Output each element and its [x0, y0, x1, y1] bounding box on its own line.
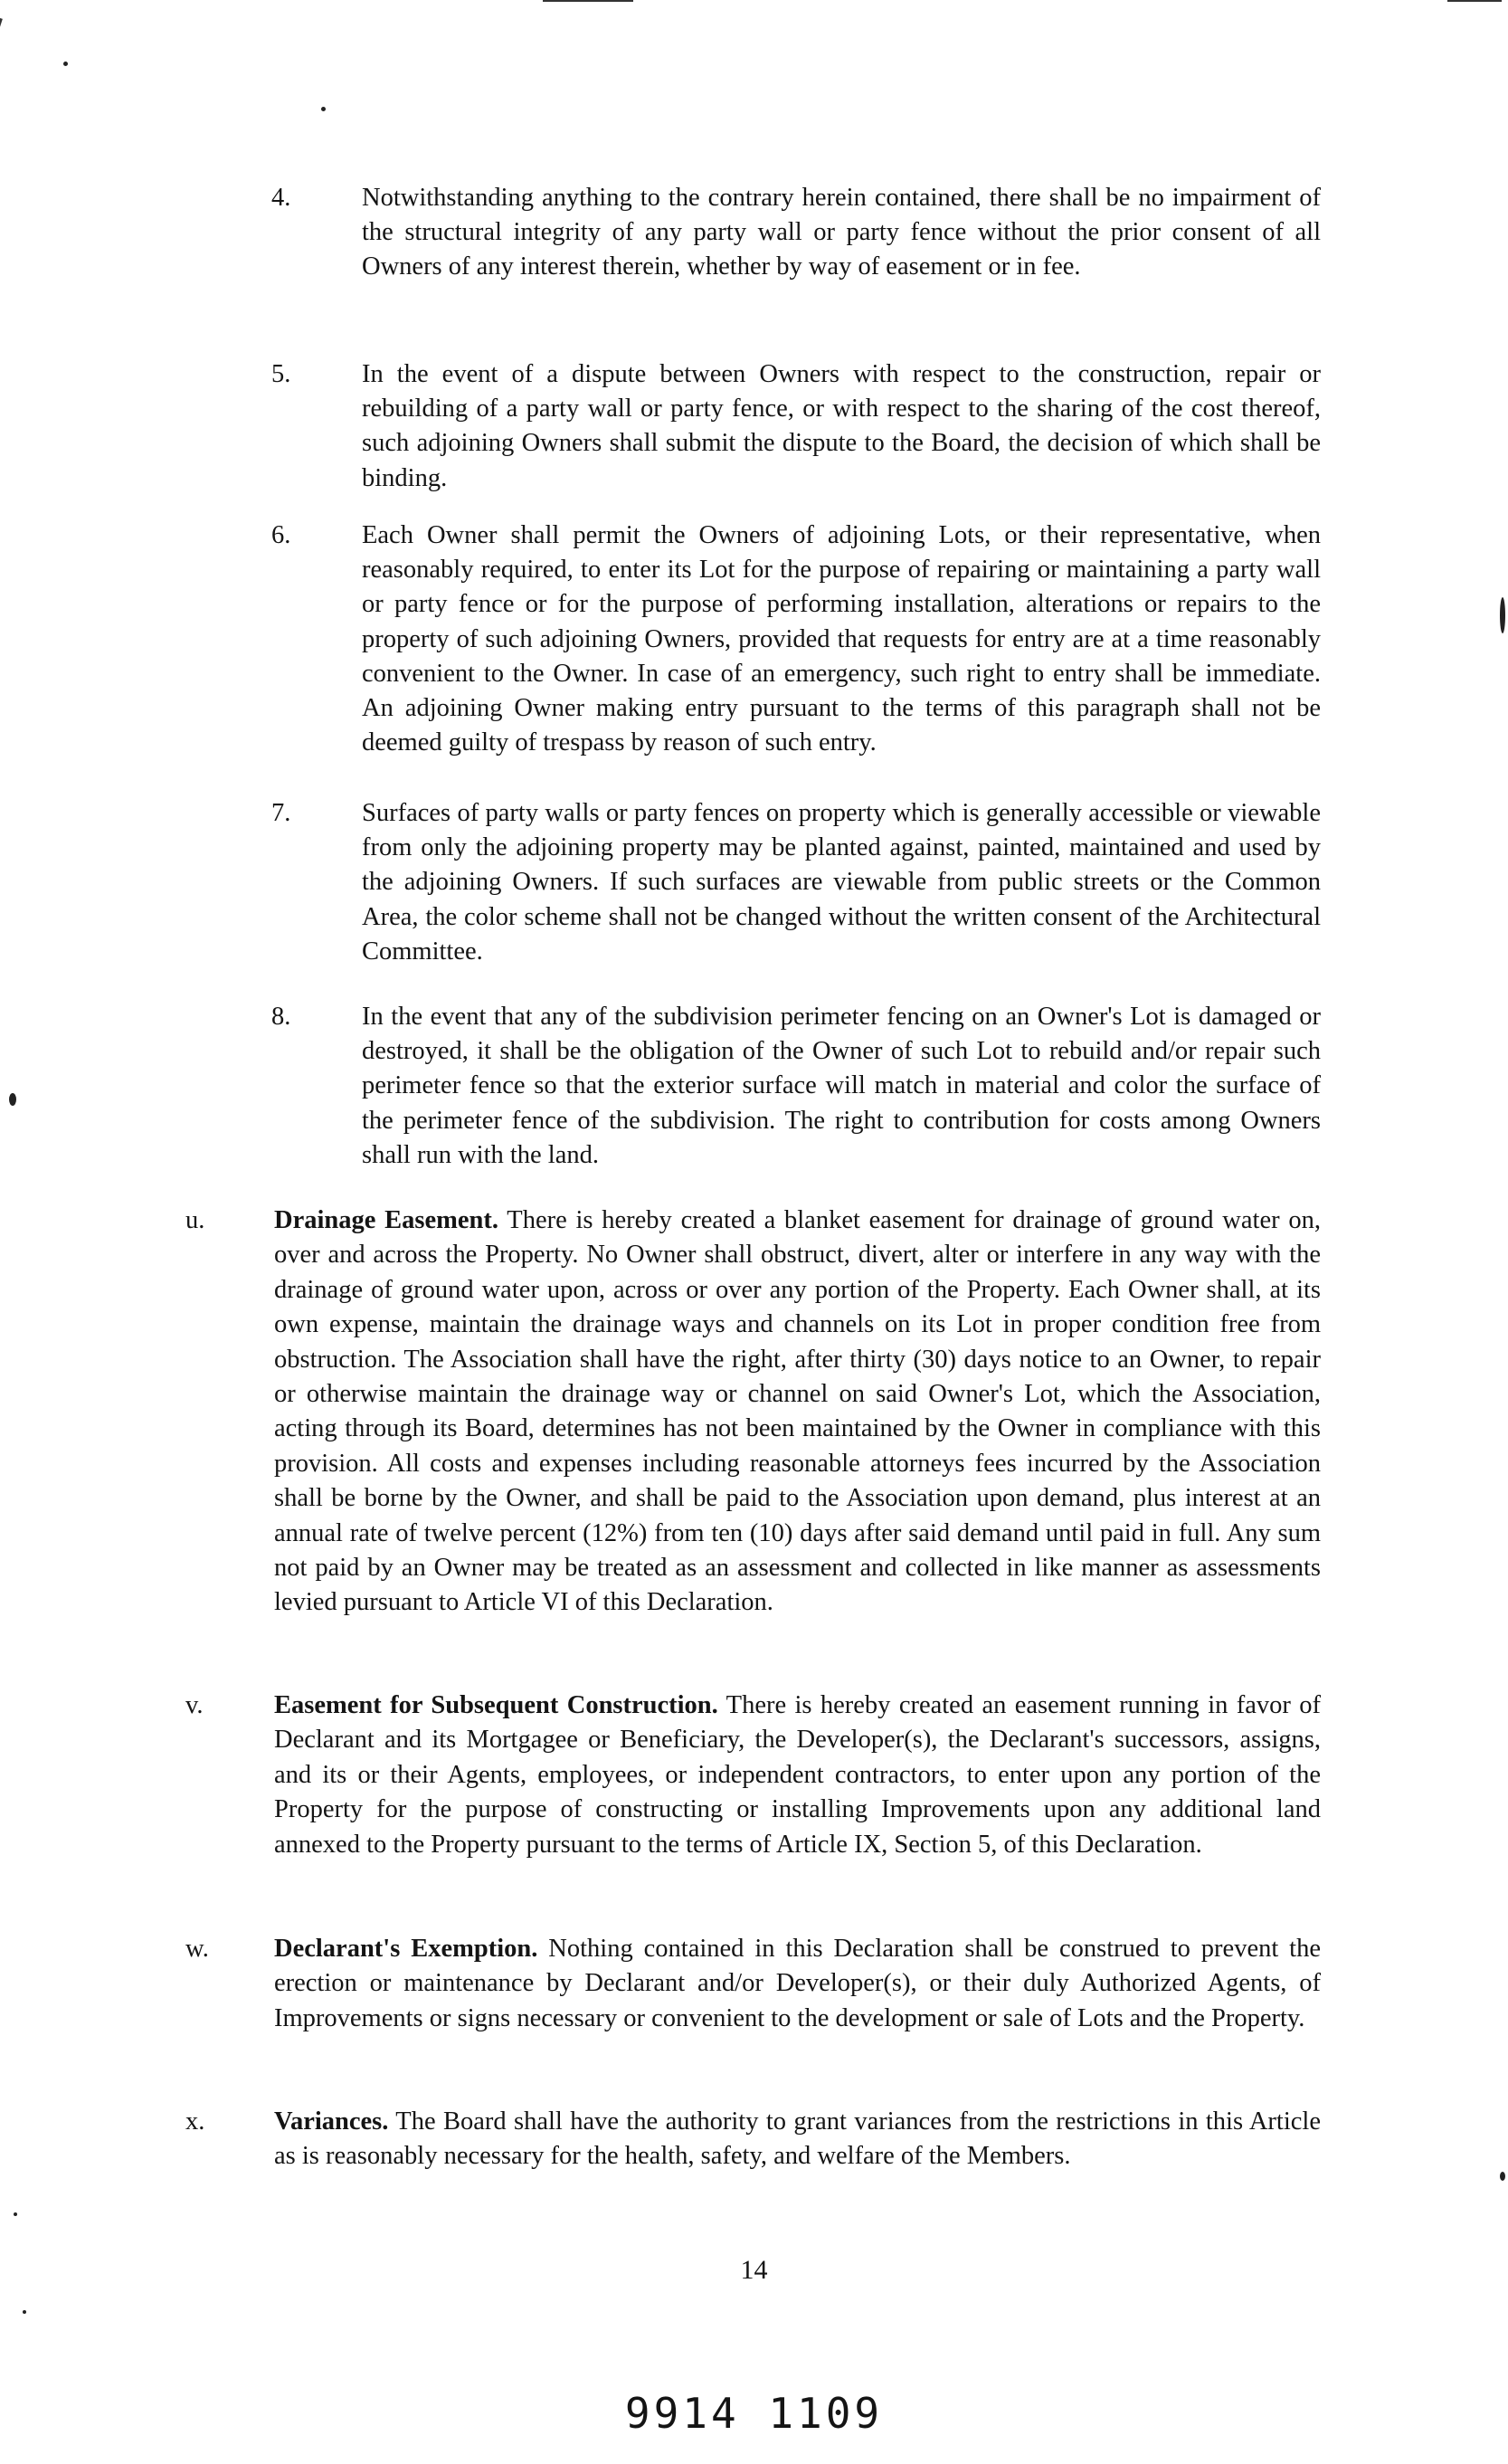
section-letter: w.: [185, 1935, 209, 1963]
section-heading: Drainage Easement.: [274, 1206, 499, 1234]
paragraph-6: [271, 518, 1321, 760]
scan-speck: [23, 2310, 26, 2314]
paragraph-7: [271, 796, 1321, 969]
section-u: [185, 1203, 1321, 1621]
scan-speck: [63, 62, 68, 66]
scan-speck: [1500, 597, 1505, 633]
paragraph-number: 8.: [271, 1003, 291, 1031]
paragraph-text: In the event that any of the subdivision perimeter fencing on an Owner's Lot is damaged or destroyed, it shall be the obligation of the Owner of such Lot to rebuild and/or repair such perimeter fence so that the exterior surface will match in material and color the surface of the perimeter fence of the subdivision. The right to contribution for costs among Owners shall run with the land.: [362, 1003, 1321, 1169]
scan-speck: [14, 2212, 17, 2216]
paragraph-number: 6.: [271, 521, 291, 549]
section-letter: x.: [185, 2107, 205, 2136]
paragraph-number: 7.: [271, 799, 291, 827]
section-body: [274, 1203, 1321, 1621]
page-number: 14: [740, 2255, 768, 2285]
paragraph-8: [271, 1000, 1321, 1173]
section-heading: Declarant's Exemption.: [274, 1935, 538, 1963]
paragraph-text: Surfaces of party walls or party fences on property which is generally accessible or viewable from only the adjoining property may be planted against, painted, maintained and used by the adjoining Owners. If such surfaces are viewable from public streets or the Common Area, the color scheme shall not be changed without the written consent of the Architectural Committee.: [362, 799, 1321, 966]
paragraph-text: In the event of a dispute between Owners with respect to the construction, repair or rebuilding of a party wall or party fence, or with respect to the sharing of the cost thereof, such adjoining Owners shall submit the dispute to the Board, the decision of which shall be binding.: [362, 360, 1321, 492]
section-heading: Easement for Subsequent Construction.: [274, 1691, 718, 1719]
scan-edge-mark: [0, 18, 3, 97]
scan-edge-mark: [1447, 0, 1502, 2]
section-w: [185, 1932, 1321, 2036]
scan-speck: [321, 107, 326, 111]
paragraph-text: Notwithstanding anything to the contrary herein contained, there shall be no impairment of the structural integrity of any party wall or party fence without the prior consent of all Owners of any interest therein, whether by way of easement or in fee.: [362, 184, 1321, 281]
section-text: There is hereby created a blanket easement for drainage of ground water on, over and across the Property. No Owner shall obstruct, divert, alter or interfere in any way with the drainage of ground water upon, across or over any portion of the Property. Each Owner shall, at its own expense, maintain the drainage ways and channels on its Lot in proper condition free from obstruction. The Association shall have the right, after thirty (30) days notice to an Owner, to repair or otherwise maintain the drainage way or channel on said Owner's Lot, which the Association, acting through its Board, determines has not been maintained by the Owner in compliance with this provision. All costs and expenses including reasonable attorneys fees incurred by the Association shall be borne by the Owner, and shall be paid to the Association upon demand, plus interest at an annual rate of twelve percent (12%) from ten (10) days after said demand until paid in full. Any sum not paid by an Owner may be treated as an assessment and collected in like manner as assessments levied pursuant to Article VI of this Declaration.: [274, 1206, 1321, 1617]
section-body: [274, 1689, 1321, 1862]
paragraph-number: 4.: [271, 184, 291, 212]
paragraph-number: 5.: [271, 360, 291, 388]
scan-speck: [9, 1093, 16, 1106]
section-text: There is hereby created an easement running in favor of Declarant and its Mortgagee or Beneficiary, the Developer(s), the Declarant's successors, assigns, and its or their Agents, employees, or independent contractors, to enter upon any portion of the Property for the purpose of constructing or installing Improvements upon any additional land annexed to the Property pursuant to the terms of Article IX, Section 5, of this Declaration.: [274, 1691, 1321, 1859]
paragraph-4: [271, 181, 1321, 285]
paragraph-5: [271, 357, 1321, 496]
section-body: [274, 2105, 1321, 2174]
section-text: Nothing contained in this Declaration shall be construed to prevent the erection or maintenance by Declarant and/or Developer(s), or their duly Authorized Agents, of Improvements or signs necessary or convenient to the development or sale of Lots and the Property.: [274, 1935, 1322, 2032]
section-v: [185, 1689, 1321, 1862]
section-body: [274, 1932, 1321, 2036]
scan-edge-mark: [543, 0, 633, 2]
section-letter: v.: [185, 1691, 204, 1719]
paragraph-text: Each Owner shall permit the Owners of adjoining Lots, or their representative, when reasonably required, to enter its Lot for the purpose of repairing or maintaining a party wall or party fence or for the purpose of performing installation, alterations or repairs to the property of such adjoining Owners, provided that requests for entry are at a time reasonably convenient to the Owner. In case of an emergency, such right to entry shall be immediate. An adjoining Owner making entry pursuant to the terms of this paragraph shall not be deemed guilty of trespass by reason of such entry.: [362, 521, 1321, 757]
scan-speck: [1500, 2172, 1505, 2181]
section-heading: Variances.: [274, 2107, 389, 2136]
document-code: 9914 1109: [624, 2389, 884, 2438]
section-x: [185, 2105, 1321, 2174]
section-text: The Board shall have the authority to grant variances from the restrictions in this Article as is reasonably necessary for the health, safety, and welfare of the Members.: [274, 2107, 1321, 2171]
section-letter: u.: [185, 1206, 205, 1234]
